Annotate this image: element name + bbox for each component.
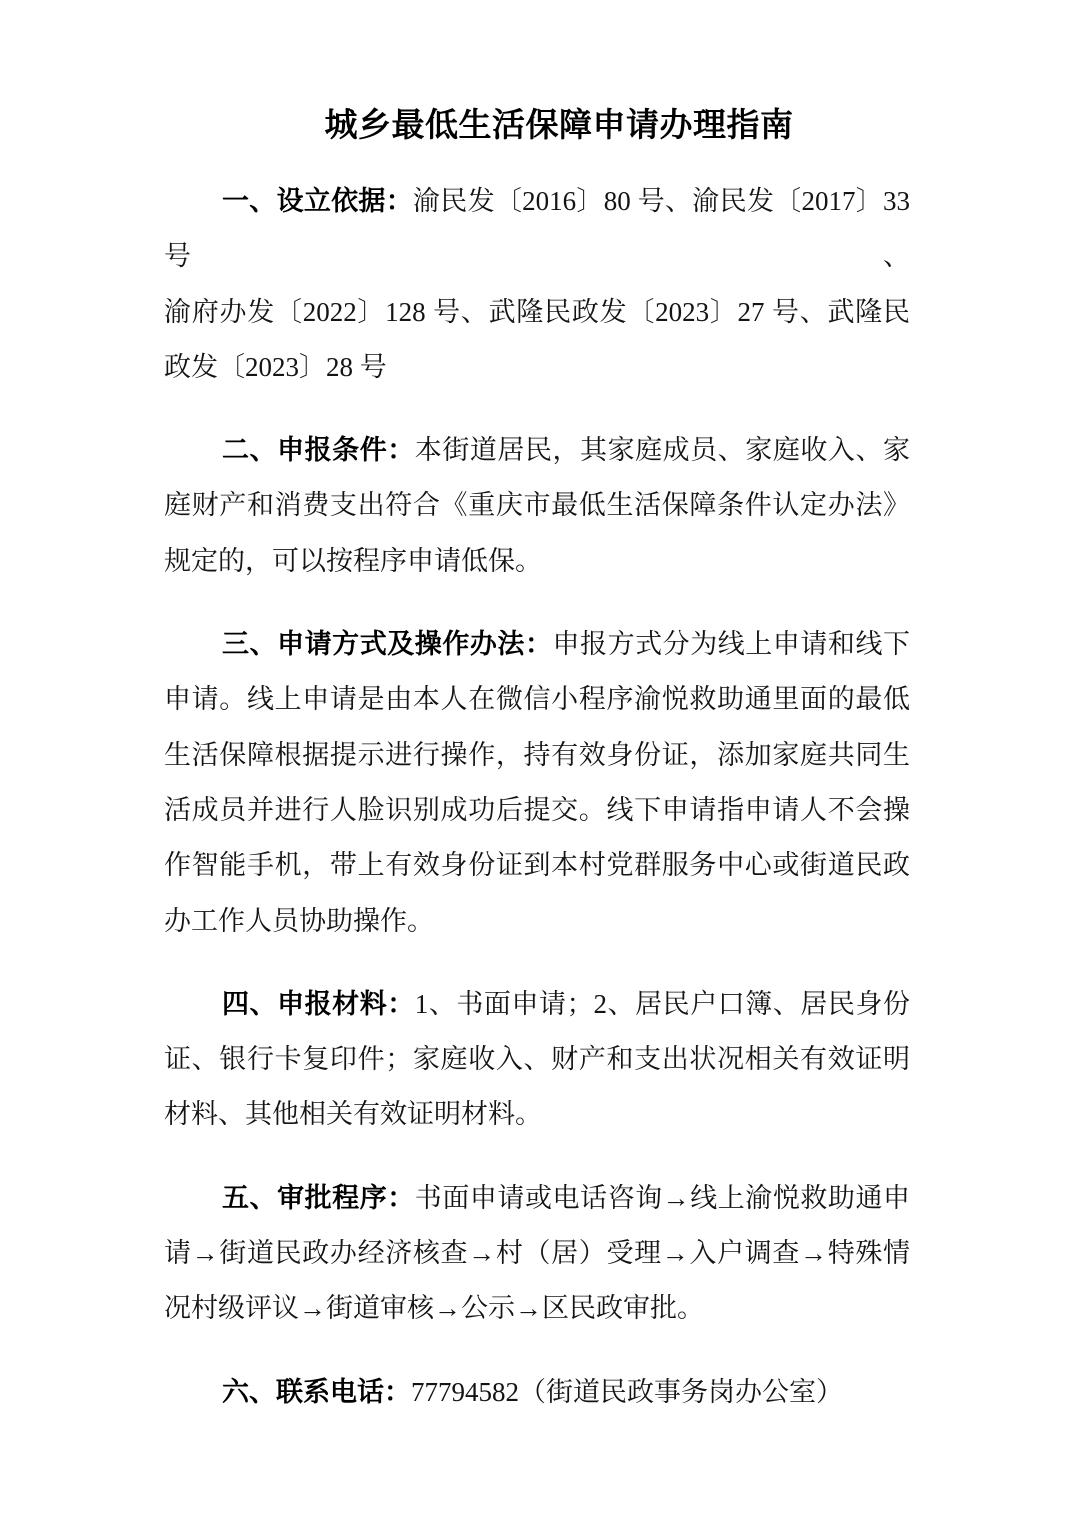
section-contact-phone: [164, 1365, 910, 1420]
text-line: [164, 838, 910, 893]
section-application-methods: [164, 617, 910, 949]
line-text: 请→街道民政办经济核查→村（居）受理→入户调查→特殊情: [164, 1238, 910, 1269]
line-text: 生活保障根据提示进行操作，持有效身份证，添加家庭共同生: [164, 739, 910, 770]
text-line: [164, 285, 910, 340]
text-line: [164, 728, 910, 783]
line-text: 作智能手机，带上有效身份证到本村党群服务中心或街道民政: [164, 850, 910, 881]
line-text: 庭财产和消费支出符合《重庆市最低生活保障条件认定办法》: [164, 490, 910, 521]
line-text: 本街道居民，其家庭成员、家庭收入、家: [414, 435, 911, 466]
line-text: 规定的，可以按程序申请低保。: [164, 545, 542, 576]
text-line: [164, 617, 910, 672]
text-line: [164, 1087, 910, 1142]
line-text: 1、书面申请；2、居民户口簿、居民身份: [414, 988, 911, 1019]
line-text: 渝民发〔2016〕80 号、渝民发〔2017〕33 号、: [164, 186, 911, 272]
text-line: [164, 783, 910, 838]
text-line: [164, 1171, 910, 1226]
document-title: 城乡最低生活保障申请办理指南: [324, 106, 794, 143]
text-line: [164, 534, 910, 589]
text-line: [164, 1365, 910, 1420]
section-heading: 五、审批程序：: [222, 1182, 415, 1213]
section-heading: 三、申请方式及操作办法：: [222, 629, 553, 660]
line-text: 活成员并进行人脸识别成功后提交。线下申请指申请人不会操: [164, 794, 910, 825]
section-heading: 二、申报条件：: [222, 435, 415, 466]
text-line: [164, 1226, 910, 1281]
line-text: 申请。线上申请是由本人在微信小程序渝悦救助通里面的最低: [164, 684, 910, 715]
line-text: 政发〔2023〕28 号: [164, 351, 387, 382]
section-application-conditions: [164, 423, 910, 589]
section-heading: 六、联系电话：: [222, 1376, 411, 1407]
line-text: 况村级评议→街道审核→公示→区民政审批。: [164, 1293, 704, 1324]
section-heading: 四、申报材料：: [222, 988, 415, 1019]
line-text: 办工作人员协助操作。: [164, 905, 434, 936]
text-line: [164, 1281, 910, 1336]
section-approval-procedure: [164, 1171, 910, 1337]
line-text: 证、银行卡复印件；家庭收入、财产和支出状况相关有效证明: [164, 1044, 910, 1075]
line-text: 渝府办发〔2022〕128 号、武隆民政发〔2023〕27 号、武隆民: [164, 296, 910, 327]
section-setup-basis: [164, 174, 910, 395]
line-text: 材料、其他相关有效证明材料。: [164, 1099, 542, 1130]
text-line: [164, 340, 910, 395]
line-text: 申报方式分为线上申请和线下: [552, 629, 910, 660]
text-line: [164, 894, 910, 949]
line-text: 77794582（街道民政事务岗办公室）: [411, 1376, 843, 1407]
text-line: [164, 1032, 910, 1087]
text-line: [164, 423, 910, 478]
text-line: [164, 174, 910, 285]
text-line: [164, 977, 910, 1032]
text-line: [164, 672, 910, 727]
line-text: 书面申请或电话咨询→线上渝悦救助通申: [414, 1182, 911, 1213]
section-application-materials: [164, 977, 910, 1143]
text-line: [164, 478, 910, 533]
section-heading: 一、设立依据：: [222, 186, 413, 216]
